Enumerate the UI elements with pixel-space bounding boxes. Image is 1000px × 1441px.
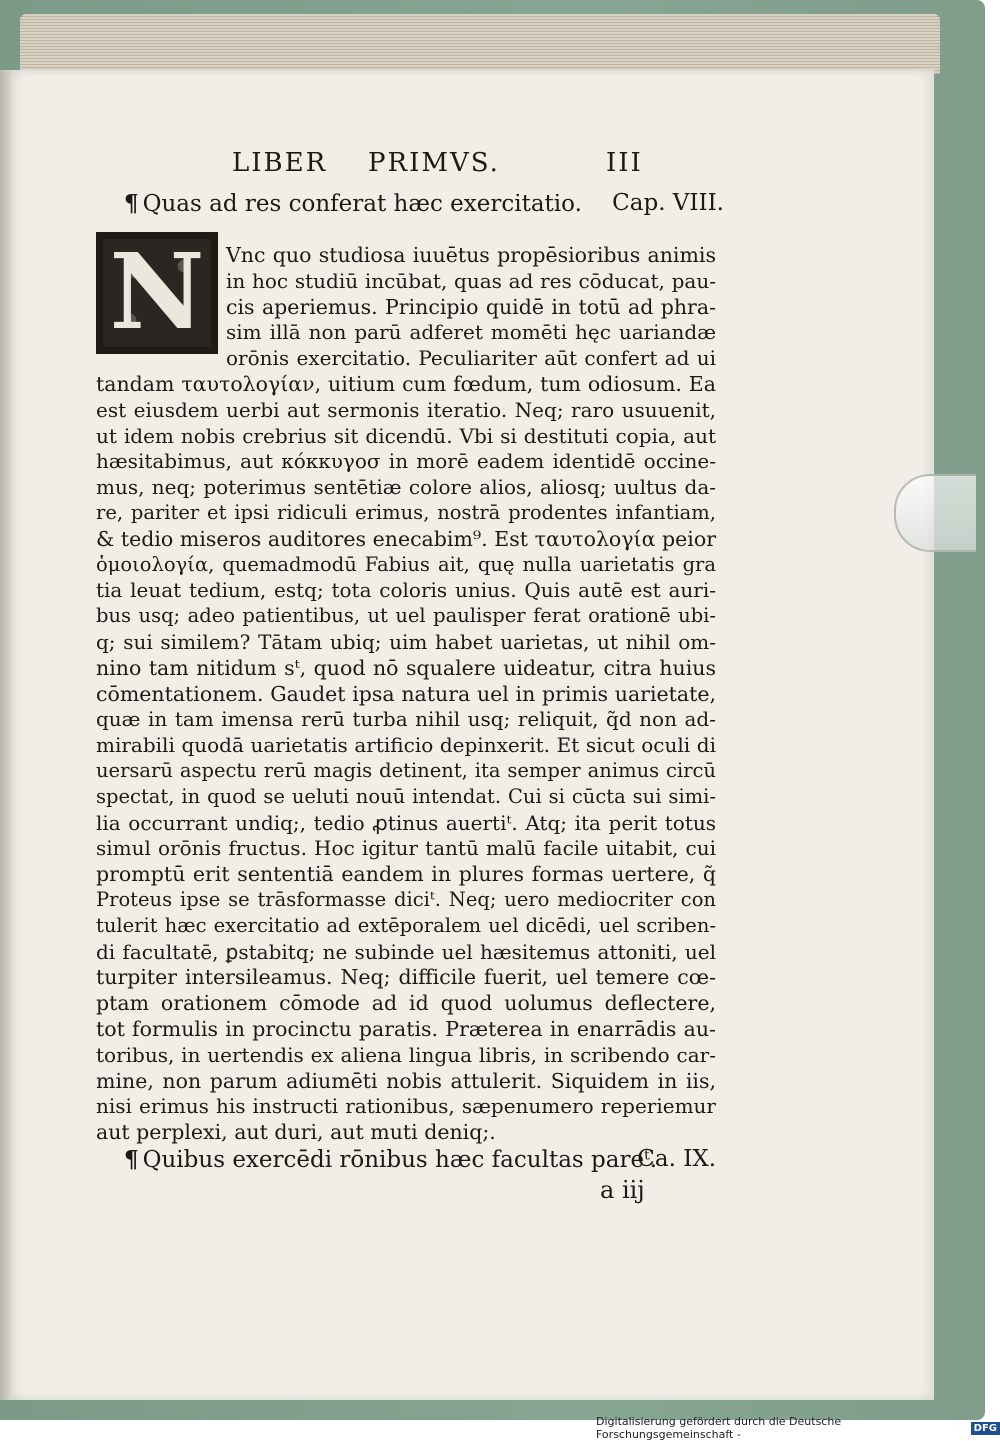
page-edges [20, 14, 940, 74]
text-line: lia occurrant undiq;, tedio ꝓtinus auertiᵗ. Atq; ita perit totus [96, 810, 716, 835]
text-line: tot formulis in procinctu paratis. Præterea in enarrādis au- [96, 1017, 716, 1041]
chapter-heading-9 [124, 1146, 716, 1180]
text-line: nino tam nitidum sᵗ, quod nō squalere uideatur, citra huius [96, 655, 716, 680]
text-line: mus, neq; poterimus sentētiæ colore alios, aliosq; uultus da- [96, 475, 716, 500]
text-line: ptam orationem cōmode ad id quod uolumus deflectere, [96, 991, 716, 1016]
decorated-initial [96, 232, 218, 354]
footer-credit [596, 1415, 1000, 1441]
page-clip [894, 474, 976, 552]
text-line: promptū erit sententiā eandem in plures formas uertere, q̃ [96, 862, 716, 887]
text-line: mirabili quodā uarietatis artificio depinxerit. Et sicut oculi di [96, 733, 716, 758]
text-line: cis aperiemus. Principio quidē in totū ad phra- [226, 294, 716, 319]
text-line: est eiusdem uerbi aut sermonis iteratio. Neq; raro usuuenit, [96, 397, 716, 422]
dfg-logo: DFG [971, 1422, 1000, 1435]
running-head [232, 148, 652, 182]
chapter-title: Quibus exercēdi rōnibus hæc facultas pareᵗ. [142, 1147, 658, 1173]
footer-text: Digitalisierung gefördert durch die Deutsche Forschungsgemeinschaft - [596, 1415, 842, 1441]
text-line: toribus, in uertendis ex aliena lingua libris, in scribendo car- [96, 1042, 716, 1067]
text-line: mine, non parum adiumēti nobis attulerit. Siquidem in iis, [96, 1068, 716, 1093]
chapter-heading-8 [124, 190, 724, 224]
text-line: simul orōnis fructus. Hoc igitur tantū malū facile uitabit, cui [96, 836, 716, 861]
pilcrow-icon: ¶ [124, 1146, 139, 1173]
text-line: spectat, in quod se ueluti nouū intendat. Cui si cūcta sui simi- [96, 784, 716, 808]
text-line: re, pariter et ipsi ridiculi erimus, nostrā prodentes infantiam, [96, 501, 716, 524]
pilcrow-icon: ¶ [124, 190, 139, 217]
text-line: cōmentationem. Gaudet ipsa natura uel in primis uarietate, [96, 681, 716, 706]
text-line: di facultatē, ꝑstabitq; ne subinde uel hæsitemus attoniti, uel [96, 939, 716, 964]
signature-mark: a iij [600, 1176, 645, 1204]
text-line: bus usq; adeo patientibus, ut uel paulisper ferat orationē ubi- [96, 604, 716, 628]
text-line: tulerit hæc exercitatio ad extēporalem uel dicēdi, uel scriben- [96, 913, 716, 937]
text-line: tia leuat tedium, estq; tota coloris unius. Quis autē est auri- [96, 578, 716, 603]
text-line: Proteus ipse se trāsformasse diciᵗ. Neq; uero mediocriter con [96, 888, 716, 911]
text-line: in hoc studiū incūbat, quas ad res cōducat, pau- [226, 268, 716, 293]
running-head-middle: PRIMVS. [368, 148, 500, 178]
chapter-title: Quas ad res conferat hæc exercitatio. [142, 191, 582, 217]
text-line: ὁμοιολογία, quemadmodū Fabius ait, quę nulla uarietatis gra [96, 552, 716, 576]
text-line: quæ in tam imensa rerū turba nihil usq; reliquit, q̃d non ad- [96, 707, 716, 732]
text-line: orōnis exercitatio. Peculiariter aūt confert ad ui [226, 346, 716, 371]
text-line: & tedio miseros auditores enecabim⁹. Est ταυτολογία peior [96, 526, 716, 551]
text-line: uersarū aspectu rerū magis detinent, ita semper animus circū [96, 759, 716, 782]
chapter-number: Ca. IX. [637, 1146, 716, 1172]
text-line: tandam ταυτολογίαν, uitium cum fœdum, tum odiosum. Ea [96, 372, 716, 396]
chapter-number: Cap. VIII. [612, 190, 724, 216]
initial-letter: N [109, 230, 205, 353]
text-line: sim illā non parū adferet momēti hęc uariandæ [226, 320, 716, 345]
folio-number: III [606, 148, 643, 178]
text-line: nisi erimus his instructi rationibus, sæpenumero reperiemur [96, 1094, 716, 1119]
running-head-left: LIBER [232, 148, 328, 178]
text-line: q; sui similem? Tātam ubiq; uim habet uarietas, ut nihil om- [96, 630, 716, 654]
text-line: hæsitabimus, aut κόκκυγοσ in morē eadem identidē occine- [96, 449, 716, 474]
text-line: ut idem nobis crebrius sit dicendū. Vbi si destituti copia, aut [96, 423, 716, 448]
text-line: turpiter intersileamus. Neq; difficile fuerit, uel temere cœ- [96, 965, 716, 990]
text-line: aut perplexi, aut duri, aut muti deniq;. [96, 1120, 496, 1145]
text-line: Vnc quo studiosa iuuētus propēsioribus animis [226, 243, 716, 267]
